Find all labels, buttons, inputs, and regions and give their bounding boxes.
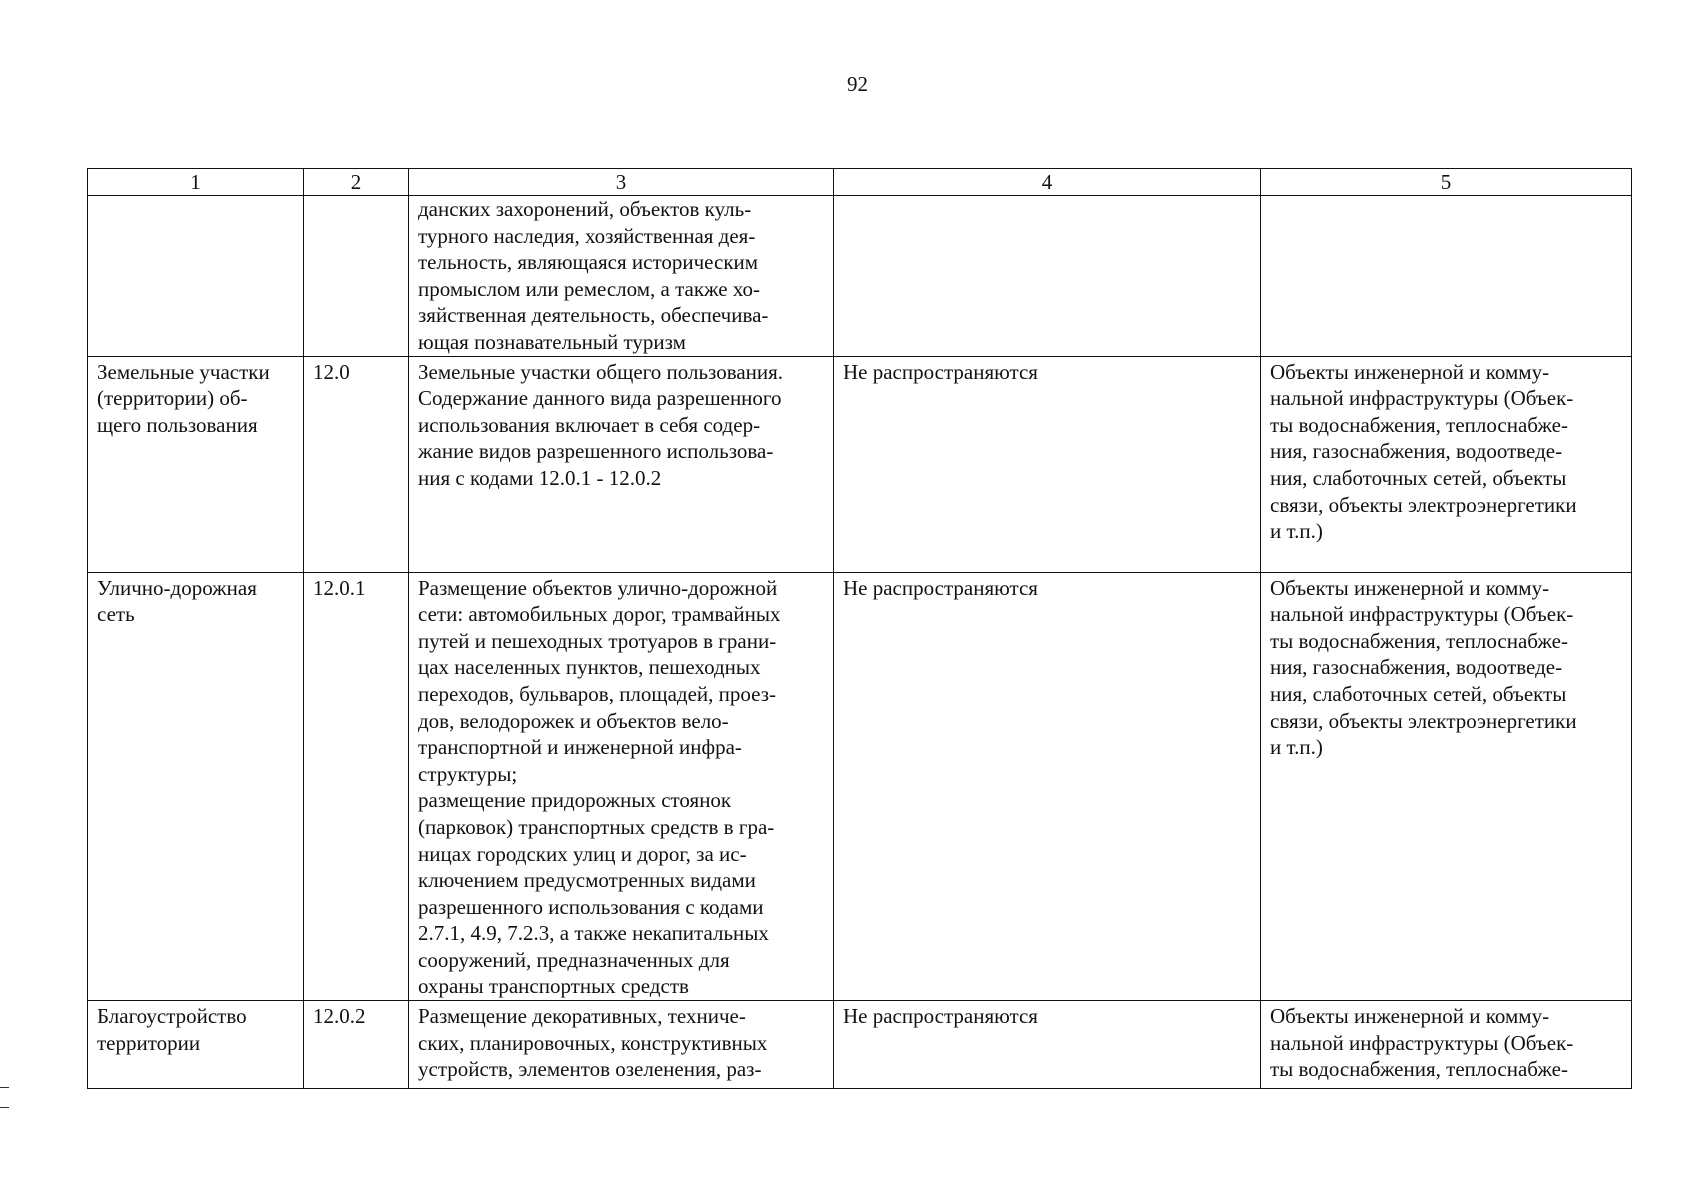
- restrictions-cell: Не распространяются: [834, 356, 1261, 572]
- use-code-cell: 12.0.2: [304, 1001, 409, 1089]
- page-number: 92: [847, 72, 868, 96]
- table-row: [88, 572, 1632, 1001]
- description-cell: Размещение объектов улично-дорожной сети: автомобильных дорог, трамвайных путей и пешеходных тротуаров в грани- цах населенных пунктов, пешеходных переходов, бульваров, площадей, проез- дов, велодорожек и объектов вело- транспортной и инженерной инфра- структуры; размещение придорожных стоянок (парковок) транспортных средств в гра- ницах городских улиц и дорог, за ис- ключением предусмотренных видами разрешенного использования с кодами 2.7.1, 4.9, 7.2.3, а также некапитальных сооружений, предназначенных для охраны транспортных средств: [409, 572, 834, 1001]
- land-use-table: [87, 168, 1632, 1089]
- description-cell: Размещение декоративных, техниче- ских, планировочных, конструктивных устройств, элементов озеленения, раз-: [409, 1001, 834, 1089]
- use-name-cell: Улично-дорожная сеть: [88, 572, 304, 1001]
- use-name-cell: Земельные участки (территории) об- щего пользования: [88, 356, 304, 572]
- infrastructure-cell: [1261, 196, 1632, 357]
- restrictions-cell: [834, 196, 1261, 357]
- table-row: [88, 1001, 1632, 1089]
- description-cell: данских захоронений, объектов куль- турного наследия, хозяйственная дея- тельность, являющаяся историческим промыслом или ремеслом, а также хо- зяйственная деятельность, обеспечива- ющая познавательный туризм: [409, 196, 834, 357]
- description-cell: Земельные участки общего пользования. Содержание данного вида разрешенного использования включает в себя содер- жание видов разрешенного использова- ния с кодами 12.0.1 - 12.0.2: [409, 356, 834, 572]
- use-code-cell: [304, 196, 409, 357]
- table-row: [88, 196, 1632, 357]
- use-code-cell: 12.0.1: [304, 572, 409, 1001]
- restrictions-cell: Не распространяются: [834, 572, 1261, 1001]
- margin-mark: [0, 1087, 9, 1088]
- infrastructure-cell: Объекты инженерной и комму- нальной инфраструктуры (Объек- ты водоснабжения, теплоснабже- ния, газоснабжения, водоотведе- ния, слаботочных сетей, объекты связи, объекты электроэнергетики и т.п.): [1261, 356, 1632, 572]
- infrastructure-cell: Объекты инженерной и комму- нальной инфраструктуры (Объек- ты водоснабжения, теплоснабже-: [1261, 1001, 1632, 1089]
- restrictions-cell: Не распространяются: [834, 1001, 1261, 1089]
- infrastructure-cell: Объекты инженерной и комму- нальной инфраструктуры (Объек- ты водоснабжения, теплоснабже- ния, газоснабжения, водоотведе- ния, слаботочных сетей, объекты связи, объекты электроэнергетики и т.п.): [1261, 572, 1632, 1001]
- column-header: 5: [1261, 169, 1632, 196]
- column-header: 3: [409, 169, 834, 196]
- column-header: 4: [834, 169, 1261, 196]
- use-code-cell: 12.0: [304, 356, 409, 572]
- use-name-cell: [88, 196, 304, 357]
- table-row: [88, 356, 1632, 572]
- column-header: 1: [88, 169, 304, 196]
- column-header: 2: [304, 169, 409, 196]
- margin-mark: [0, 1107, 9, 1108]
- use-name-cell: Благоустройство территории: [88, 1001, 304, 1089]
- header-row: [88, 169, 1632, 196]
